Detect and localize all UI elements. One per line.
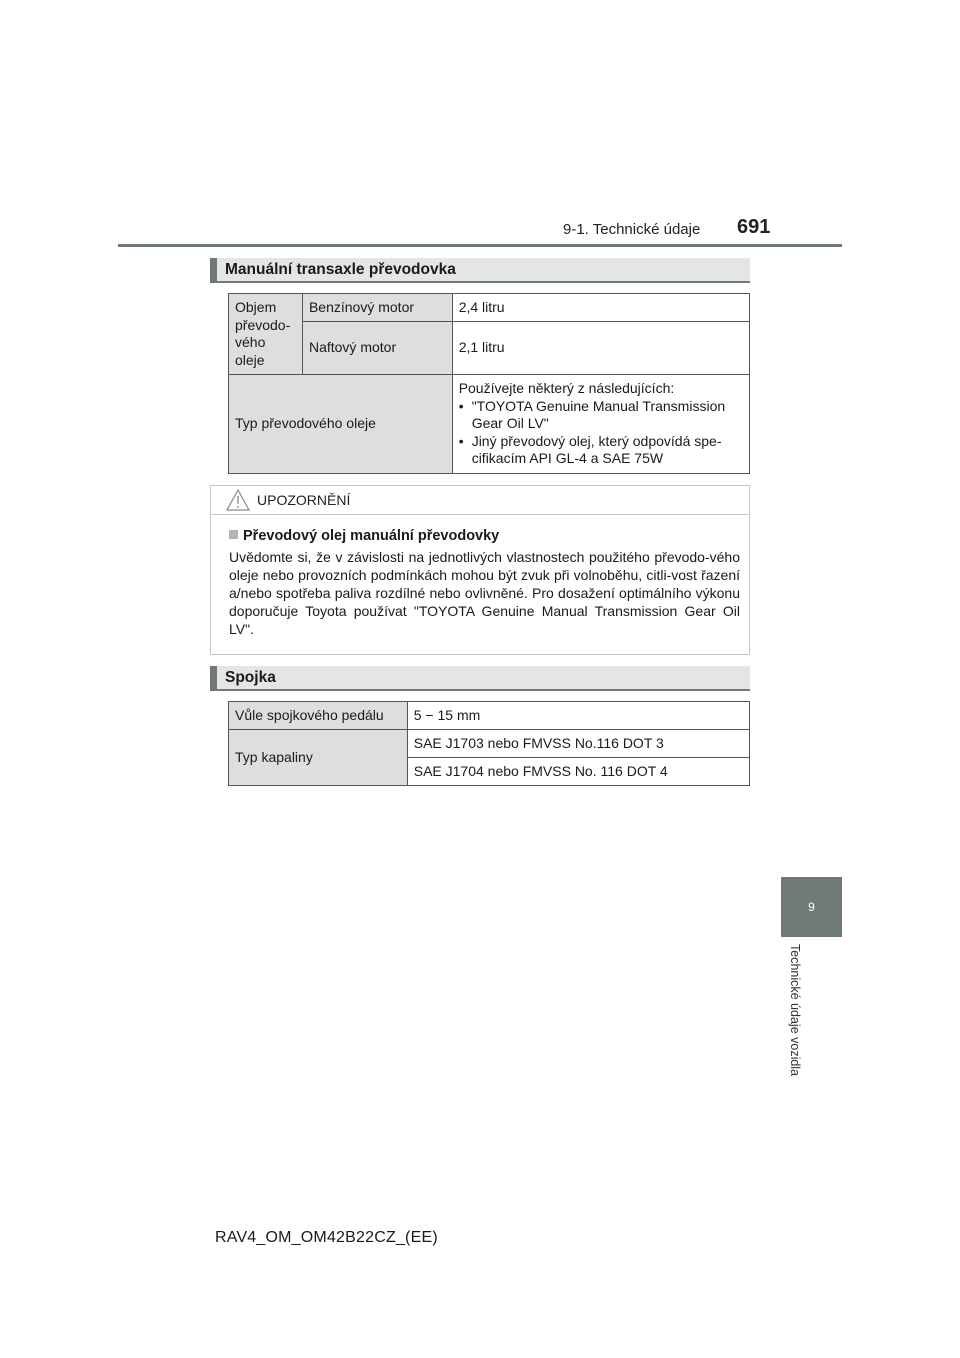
engine-label: Benzínový motor bbox=[302, 294, 452, 322]
oil-type-label: Typ převodového oleje bbox=[229, 375, 453, 474]
header-divider bbox=[118, 244, 842, 247]
table-row bbox=[229, 322, 750, 375]
table-row bbox=[229, 375, 750, 474]
capacity-label-cell bbox=[229, 294, 303, 375]
caution-subtitle: Převodový olej manuální převodovky bbox=[243, 528, 500, 544]
page-number: 691 bbox=[737, 216, 771, 238]
pedal-play-value: 5 − 15 mm bbox=[407, 702, 749, 730]
fluid-type-label: Typ kapaliny bbox=[229, 730, 408, 786]
capacity-value: 2,4 litru bbox=[452, 294, 749, 322]
manual-transaxle-title: Manuální transaxle převodovka bbox=[225, 261, 456, 278]
caution-box bbox=[210, 485, 750, 655]
table-row bbox=[229, 294, 750, 322]
chapter-label-text: Technické údaje vozidla bbox=[788, 944, 802, 1077]
chapter-tab bbox=[781, 877, 842, 937]
caution-header bbox=[211, 486, 749, 515]
oil-type-value bbox=[452, 375, 749, 474]
table-row bbox=[229, 702, 750, 730]
section-title: 9-1. Technické údaje bbox=[563, 221, 701, 238]
capacity-label-line: Objem bbox=[235, 299, 277, 315]
manual-transaxle-heading bbox=[210, 258, 750, 283]
document-code: RAV4_OM_OM42B22CZ_(EE) bbox=[215, 1229, 438, 1246]
chapter-number: 9 bbox=[808, 900, 815, 914]
oil-type-list bbox=[459, 398, 743, 468]
caution-subtitle-row bbox=[229, 528, 499, 544]
chapter-label bbox=[770, 944, 820, 1104]
oil-type-intro: Používejte některý z následujících: bbox=[458, 380, 675, 397]
capacity-label-line: převodo- bbox=[235, 316, 291, 333]
list-item: • Jiný převodový olej, který odpovídá spe-cifikacím API GL-4 a SAE 75W bbox=[459, 433, 743, 468]
capacity-label-line: vého bbox=[235, 334, 266, 350]
capacity-value: 2,1 litru bbox=[452, 322, 749, 375]
fluid-type-value: SAE J1703 nebo FMVSS No.116 DOT 3 bbox=[407, 730, 749, 758]
fluid-type-value: SAE J1704 nebo FMVSS No. 116 DOT 4 bbox=[407, 758, 749, 786]
list-item: • "TOYOTA Genuine Manual Transmission Gear Oil LV" bbox=[459, 398, 743, 433]
transaxle-spec-table bbox=[228, 293, 750, 474]
warning-triangle-icon bbox=[226, 489, 250, 511]
engine-label: Naftový motor bbox=[302, 322, 452, 375]
square-bullet-icon bbox=[229, 530, 238, 539]
pedal-play-label: Vůle spojkového pedálu bbox=[229, 702, 408, 730]
table-row bbox=[229, 730, 750, 758]
clutch-spec-table bbox=[228, 701, 750, 786]
clutch-title: Spojka bbox=[225, 669, 276, 686]
clutch-heading bbox=[210, 666, 750, 691]
caution-title: UPOZORNĚNÍ bbox=[257, 492, 351, 508]
caution-text: Uvědomte si, že v závislosti na jednotlivých vlastnostech použitého převodo-vého oleje nebo provozních podmínkách mohou být zvuk při volnoběhu, citli-vost řazení a/nebo spotřeba paliva rozdílné nebo ovlivněné. Pro dosažení optimálního výkonu doporučuje Toyota používat "TOYOTA Genuine Manual Transmission Gear Oil LV". bbox=[229, 549, 740, 637]
capacity-label-line: oleje bbox=[235, 351, 265, 368]
